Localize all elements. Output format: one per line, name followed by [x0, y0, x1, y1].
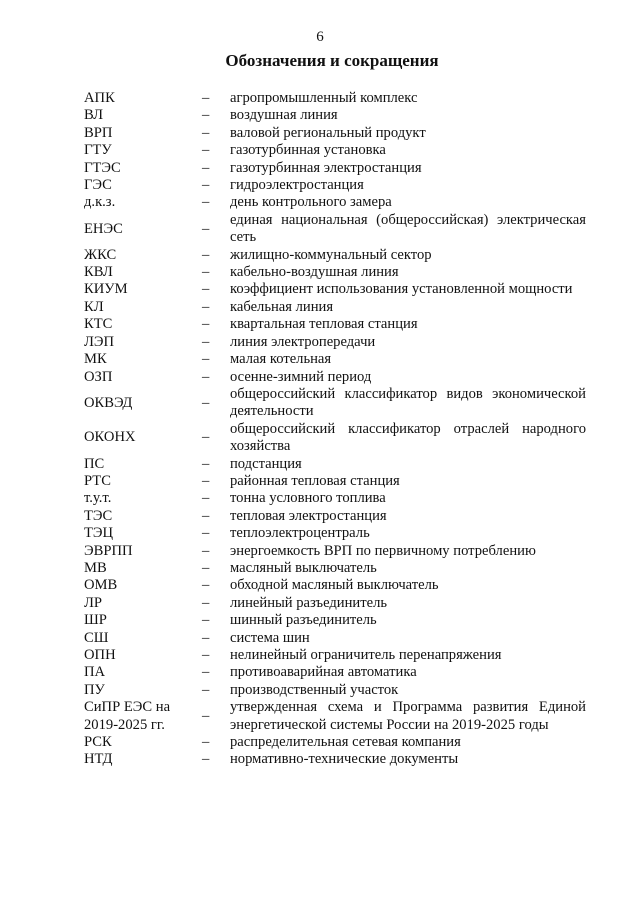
abbreviation-term: РТС: [84, 472, 111, 489]
abbreviation-definition: шинный разъединитель: [230, 612, 377, 629]
abbreviation-term: ВЛ: [84, 107, 104, 124]
abbreviation-definition: обходной масляный выключатель: [230, 577, 439, 594]
separator-dash: –: [202, 507, 210, 524]
abbreviation-term: ОКОНХ: [84, 429, 136, 446]
abbreviation-definition: общероссийский классификатор видов экономической деятельности: [230, 385, 586, 420]
abbreviation-definition: нормативно-технические документы: [230, 751, 459, 768]
abbreviation-term: МК: [84, 351, 107, 368]
abbreviation-definition: утвержденная схема и Программа развития Единой энергетической системы России на 2019-2025 годы: [230, 699, 586, 733]
abbreviation-definition: нелинейный ограничитель перенапряжения: [230, 647, 502, 663]
abbreviation-definition: районная тепловая станция: [230, 472, 400, 489]
abbreviation-row: [84, 247, 586, 264]
abbreviation-row: [84, 456, 586, 473]
abbreviation-term: СиПР ЕЭС на 2019-2025 гг.: [84, 699, 171, 733]
separator-dash: –: [202, 455, 210, 472]
abbreviation-definition: производственный участок: [230, 681, 399, 698]
separator-dash: –: [202, 629, 210, 646]
abbreviation-row: [84, 664, 586, 681]
abbreviation-row: [84, 525, 586, 542]
abbreviation-row: [84, 386, 586, 421]
abbreviation-term: ОМВ: [84, 577, 118, 594]
abbreviation-definition: малая котельная: [230, 351, 332, 368]
separator-dash: –: [202, 368, 210, 385]
abbreviation-row: [84, 334, 586, 351]
abbreviation-term: СШ: [84, 629, 109, 646]
abbreviation-definition: осенне-зимний период: [230, 368, 372, 385]
abbreviation-term: МВ: [84, 559, 107, 576]
abbreviation-row: [84, 421, 586, 456]
abbreviation-definition: единая национальная (общероссийская) электрическая сеть: [230, 211, 586, 246]
abbreviation-definition: система шин: [230, 629, 310, 646]
abbreviation-row: [84, 508, 586, 525]
separator-dash: –: [202, 394, 210, 411]
abbreviation-definition: кабельная линия: [230, 298, 334, 315]
abbreviation-term: КТС: [84, 316, 113, 333]
abbreviation-row: [84, 612, 586, 629]
abbreviation-term: д.к.з.: [84, 194, 116, 211]
separator-dash: –: [202, 281, 210, 298]
abbreviation-row: [84, 281, 586, 298]
abbreviation-term: ШР: [84, 612, 107, 629]
separator-dash: –: [202, 525, 210, 542]
separator-dash: –: [202, 472, 210, 489]
abbreviation-term: ПС: [84, 455, 105, 472]
abbreviation-term: ЖКС: [84, 246, 117, 263]
abbreviation-definition: гидроэлектростанция: [230, 177, 364, 194]
abbreviation-term: ОКВЭД: [84, 394, 133, 411]
abbreviation-definition: день контрольного замера: [230, 194, 392, 211]
abbreviation-row: [84, 734, 586, 751]
page-number: 6: [316, 29, 324, 45]
separator-dash: –: [202, 90, 210, 106]
separator-dash: –: [202, 734, 210, 751]
abbreviation-definition: агропромышленный комплекс: [230, 90, 418, 106]
separator-dash: –: [202, 124, 210, 141]
separator-dash: –: [202, 707, 210, 724]
abbreviation-row: [84, 194, 586, 211]
abbreviation-row: [84, 177, 586, 194]
abbreviation-term: НТД: [84, 751, 113, 768]
abbreviation-term: КВЛ: [84, 264, 113, 281]
abbreviation-definition: квартальная тепловая станция: [230, 316, 418, 333]
abbreviation-row: [84, 125, 586, 142]
abbreviation-row: [84, 699, 586, 734]
abbreviation-definition: общероссийский классификатор отраслей народного хозяйства: [230, 420, 586, 455]
abbreviation-term: ГТУ: [84, 142, 112, 159]
abbreviation-definition: подстанция: [230, 455, 302, 472]
abbreviation-term: ГЭС: [84, 177, 112, 194]
abbreviation-definition: валовой региональный продукт: [230, 124, 426, 141]
abbreviation-row: [84, 351, 586, 368]
abbreviation-term: КЛ: [84, 298, 104, 315]
abbreviation-term: ТЭС: [84, 507, 113, 524]
abbreviation-definition: линейный разъединитель: [230, 594, 388, 611]
abbreviation-definition: газотурбинная установка: [230, 142, 386, 159]
abbreviation-definition: распределительная сетевая компания: [230, 734, 461, 751]
abbreviation-term: ПА: [84, 664, 106, 681]
abbreviation-row: [84, 369, 586, 386]
separator-dash: –: [202, 351, 210, 368]
separator-dash: –: [202, 647, 210, 663]
abbreviation-row: [84, 682, 586, 699]
separator-dash: –: [202, 142, 210, 159]
abbreviation-definition: тепловая электростанция: [230, 507, 387, 524]
abbreviation-term: ВРП: [84, 124, 113, 141]
abbreviation-row: [84, 490, 586, 507]
abbreviation-row: [84, 473, 586, 490]
abbreviation-term: РСК: [84, 734, 112, 751]
abbreviation-definition: противоаварийная автоматика: [230, 664, 417, 681]
separator-dash: –: [202, 429, 210, 446]
separator-dash: –: [202, 220, 210, 237]
separator-dash: –: [202, 594, 210, 611]
abbreviation-row: [84, 577, 586, 594]
abbreviation-term: КИУМ: [84, 281, 128, 298]
abbreviation-definition: масляный выключатель: [230, 559, 377, 576]
abbreviation-row: [84, 595, 586, 612]
abbreviation-term: ПУ: [84, 681, 105, 698]
separator-dash: –: [202, 246, 210, 263]
abbreviation-row: [84, 90, 586, 107]
abbreviation-definition: кабельно-воздушная линия: [230, 264, 399, 281]
separator-dash: –: [202, 333, 210, 350]
abbreviation-term: ЭВРПП: [84, 542, 133, 559]
separator-dash: –: [202, 298, 210, 315]
abbreviation-term: ЛЭП: [84, 333, 115, 350]
separator-dash: –: [202, 751, 210, 768]
abbreviation-row: [84, 264, 586, 281]
abbreviation-row: [84, 212, 586, 247]
abbreviation-definition: газотурбинная электростанция: [230, 159, 422, 176]
separator-dash: –: [202, 316, 210, 333]
abbreviation-row: [84, 751, 586, 768]
abbreviation-term: ЕНЭС: [84, 220, 123, 237]
separator-dash: –: [202, 577, 210, 594]
abbreviation-row: [84, 142, 586, 159]
abbreviation-term: ТЭЦ: [84, 525, 114, 542]
abbreviation-row: [84, 560, 586, 577]
abbreviation-row: [84, 299, 586, 316]
abbreviation-term: т.у.т.: [84, 490, 112, 507]
abbreviation-definition: коэффициент использования установленной мощности: [230, 281, 573, 298]
abbreviation-definition: жилищно-коммунальный сектор: [230, 246, 432, 263]
separator-dash: –: [202, 107, 210, 124]
abbreviation-definition: энергоемкость ВРП по первичному потреблению: [230, 542, 536, 559]
abbreviation-definition: теплоэлектроцентраль: [230, 525, 370, 542]
abbreviation-term: ЛР: [84, 594, 103, 611]
abbreviation-row: [84, 630, 586, 647]
abbreviation-definition: линия электропередачи: [230, 333, 376, 350]
abbreviation-row: [84, 160, 586, 177]
separator-dash: –: [202, 664, 210, 681]
separator-dash: –: [202, 681, 210, 698]
abbreviation-row: [84, 107, 586, 124]
abbreviation-list: [84, 90, 586, 769]
separator-dash: –: [202, 612, 210, 629]
separator-dash: –: [202, 177, 210, 194]
abbreviation-term: ОЗП: [84, 368, 113, 385]
abbreviation-row: [84, 316, 586, 333]
separator-dash: –: [202, 490, 210, 507]
separator-dash: –: [202, 559, 210, 576]
abbreviation-term: ГТЭС: [84, 159, 121, 176]
separator-dash: –: [202, 542, 210, 559]
abbreviation-row: [84, 647, 586, 664]
abbreviation-term: АПК: [84, 90, 115, 106]
page-title: Обозначения и сокращения: [225, 51, 439, 70]
abbreviation-row: [84, 543, 586, 560]
abbreviation-definition: воздушная линия: [230, 107, 338, 124]
separator-dash: –: [202, 159, 210, 176]
separator-dash: –: [202, 264, 210, 281]
abbreviation-term: ОПН: [84, 647, 116, 663]
abbreviation-definition: тонна условного топлива: [230, 490, 386, 507]
separator-dash: –: [202, 194, 210, 211]
